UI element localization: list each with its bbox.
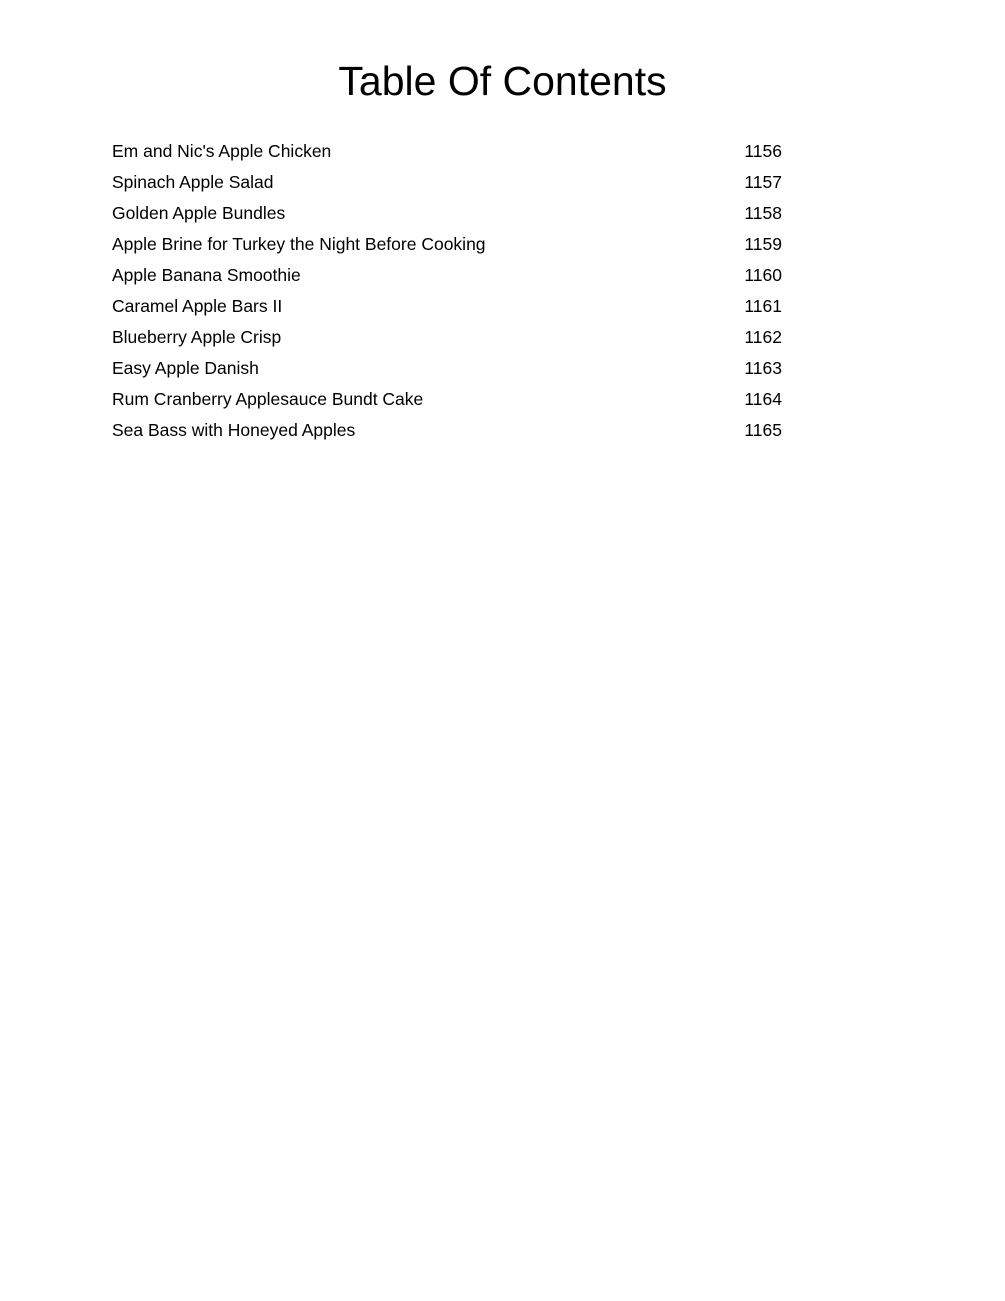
toc-entry-title: Apple Brine for Turkey the Night Before Cooking	[112, 234, 486, 254]
toc-entry-title: Blueberry Apple Crisp	[112, 327, 282, 347]
toc-row	[112, 384, 782, 415]
toc-entry-page: 1165	[744, 420, 782, 440]
toc-entry-title: Golden Apple Bundles	[112, 203, 286, 223]
toc-entry-page: 1162	[744, 327, 782, 347]
toc-row	[112, 353, 782, 384]
page-title: Table Of Contents	[338, 58, 667, 104]
toc-entry-title: Spinach Apple Salad	[112, 172, 274, 192]
toc-entry-page: 1157	[744, 172, 782, 192]
toc-entry-page: 1160	[744, 265, 782, 285]
toc-row	[112, 198, 782, 229]
toc-entry-title: Caramel Apple Bars II	[112, 296, 283, 316]
toc-row	[112, 415, 782, 446]
toc-entry-page: 1163	[744, 358, 782, 378]
toc-row	[112, 229, 782, 260]
toc-row	[112, 322, 782, 353]
toc-list	[112, 136, 782, 446]
toc-entry-title: Apple Banana Smoothie	[112, 265, 301, 285]
toc-entry-title: Rum Cranberry Applesauce Bundt Cake	[112, 389, 424, 409]
toc-entry-title: Em and Nic's Apple Chicken	[112, 141, 332, 161]
toc-entry-title: Easy Apple Danish	[112, 358, 259, 378]
toc-row	[112, 260, 782, 291]
toc-entry-page: 1156	[744, 141, 782, 161]
toc-entry-page: 1164	[744, 389, 782, 409]
toc-row	[112, 136, 782, 167]
toc-row	[112, 291, 782, 322]
toc-entry-title: Sea Bass with Honeyed Apples	[112, 420, 356, 440]
toc-row	[112, 167, 782, 198]
toc-entry-page: 1158	[744, 203, 782, 223]
toc-entry-page: 1161	[744, 296, 782, 316]
toc-entry-page: 1159	[744, 234, 782, 254]
